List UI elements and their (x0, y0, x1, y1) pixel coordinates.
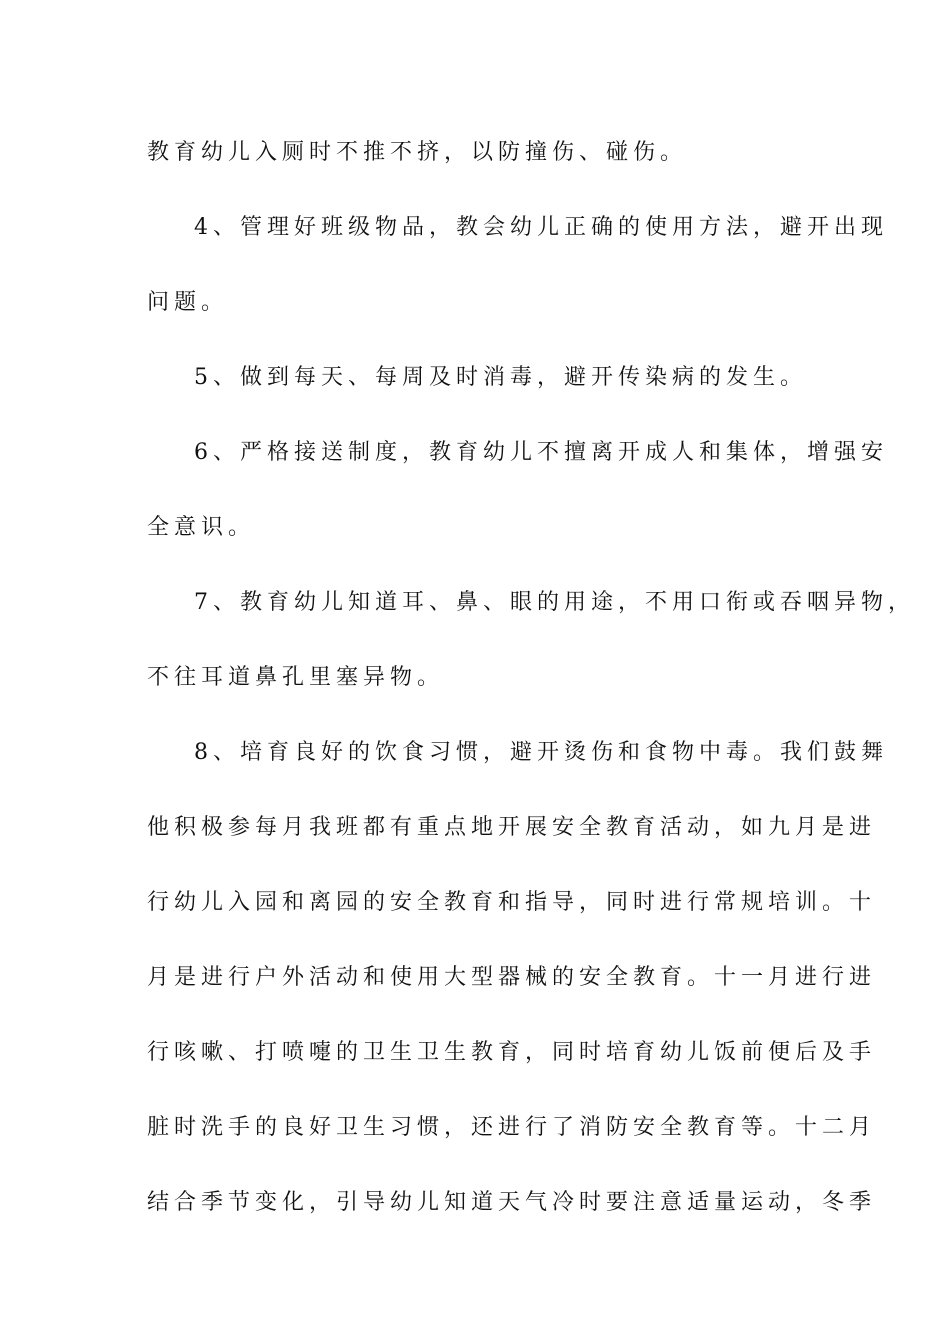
text-line: 4、管理好班级物品，教会幼儿正确的使用方法，避开出现 (194, 215, 888, 240)
text-line: 脏时洗手的良好卫生习惯，还进行了消防安全教育等。十二月 (147, 1115, 877, 1140)
text-line: 行咳嗽、打喷嚏的卫生卫生教育，同时培育幼儿饭前便后及手 (147, 1040, 877, 1065)
text-line: 他积极参每月我班都有重点地开展安全教育活动，如九月是进 (147, 815, 877, 840)
text-line: 结合季节变化，引导幼儿知道天气冷时要注意适量运动，冬季 (147, 1190, 877, 1215)
text-line: 5、做到每天、每周及时消毒，避开传染病的发生。 (194, 365, 807, 390)
text-line: 行幼儿入园和离园的安全教育和指导，同时进行常规培训。十 (147, 890, 877, 915)
text-line: 全意识。 (147, 515, 256, 540)
text-line: 不往耳道鼻孔里塞异物。 (147, 665, 445, 690)
text-line: 月是进行户外活动和使用大型器械的安全教育。十一月进行进 (147, 965, 877, 990)
text-line: 6、严格接送制度，教育幼儿不擅离开成人和集体，增强安 (194, 440, 888, 465)
text-line: 7、教育幼儿知道耳、鼻、眼的用途，不用口衔或吞咽异物， (194, 590, 915, 615)
text-line: 教育幼儿入厕时不推不挤，以防撞伤、碰伤。 (147, 140, 688, 165)
text-line: 8、培育良好的饮食习惯，避开烫伤和食物中毒。我们鼓舞 (194, 740, 888, 765)
body-text (147, 130, 915, 1255)
text-line: 问题。 (147, 290, 229, 315)
